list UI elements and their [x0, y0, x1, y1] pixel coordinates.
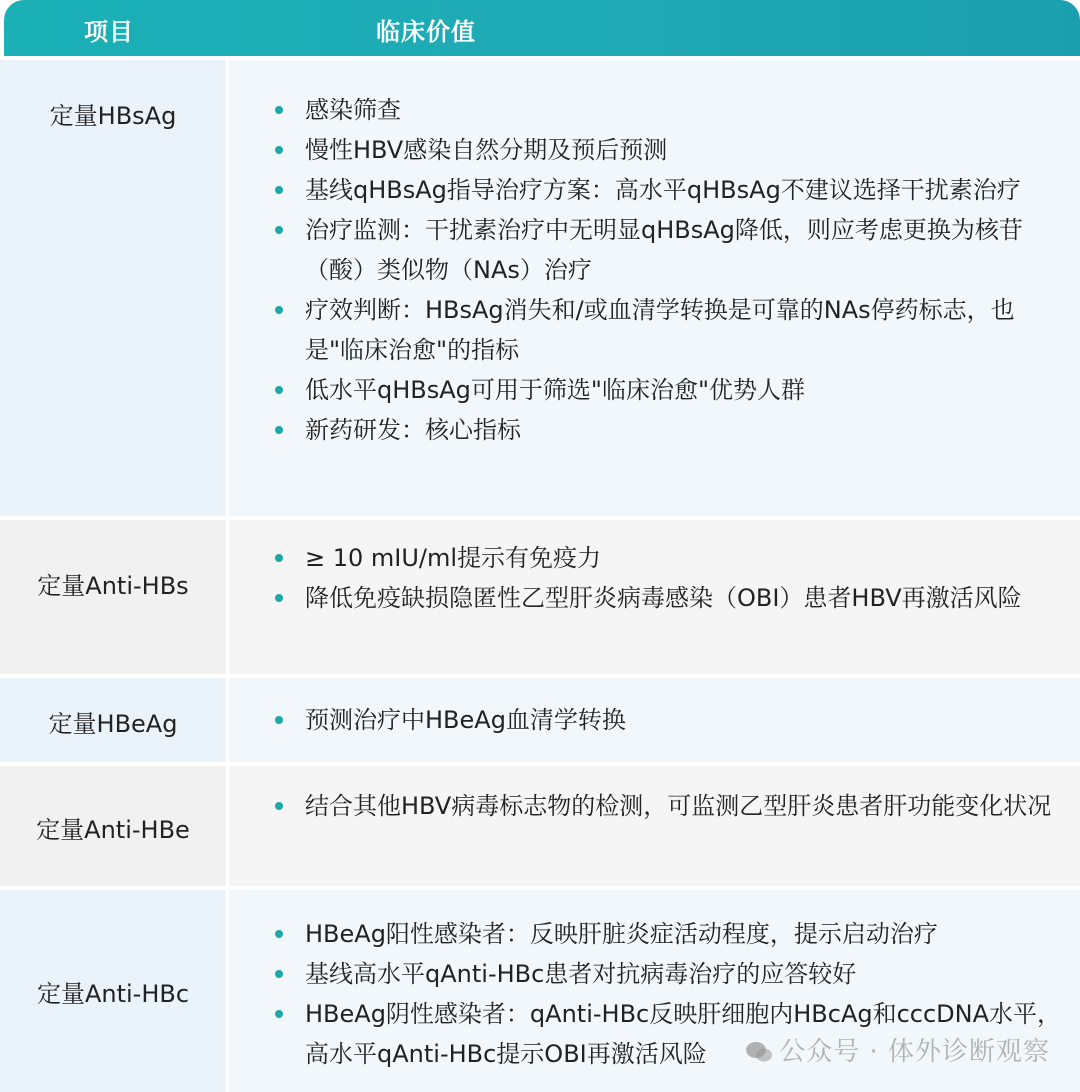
- table-header: [4, 0, 1080, 56]
- list-item: 新药研发：核心指标: [275, 410, 1066, 450]
- list-item: 疗效判断：HBsAg消失和/或血清学转换是可靠的NAs停药标志，也是"临床治愈"的指标: [275, 290, 1066, 370]
- row-name: 定量Anti-HBe: [36, 816, 190, 844]
- watermark: [745, 1031, 1050, 1068]
- row-name: 定量HBeAg: [48, 710, 178, 738]
- row-bullets: [275, 538, 1066, 618]
- table-row: [0, 520, 1080, 674]
- table-row: [0, 766, 1080, 886]
- list-item: 低水平qHBsAg可用于筛选"临床治愈"优势人群: [275, 370, 1066, 410]
- row-bullets: [275, 786, 1066, 826]
- list-item: 降低免疫缺损隐匿性乙型肝炎病毒感染（OBI）患者HBV再激活风险: [275, 578, 1066, 618]
- list-item: ≥ 10 mIU/ml提示有免疫力: [275, 538, 1066, 578]
- list-item: 基线qHBsAg指导治疗方案：高水平qHBsAg不建议选择干扰素治疗: [275, 170, 1066, 210]
- list-item: 治疗监测：干扰素治疗中无明显qHBsAg降低，则应考虑更换为核苷（酸）类似物（NAs）治疗: [275, 210, 1066, 290]
- list-item: 结合其他HBV病毒标志物的检测，可监测乙型肝炎患者肝功能变化状况: [275, 786, 1066, 826]
- header-item: 项目: [84, 18, 134, 46]
- table-row: [0, 678, 1080, 762]
- watermark-text: 公众号 · 体外诊断观察: [779, 1037, 1050, 1067]
- row-bullets: [275, 700, 1066, 740]
- row-name: 定量Anti-HBs: [37, 572, 189, 600]
- list-item: HBeAg阳性感染者：反映肝脏炎症活动程度，提示启动治疗: [275, 914, 1066, 954]
- wechat-icon: [745, 1041, 773, 1063]
- row-name: 定量Anti-HBc: [36, 980, 190, 1008]
- header-value: 临床价值: [376, 18, 476, 46]
- list-item: 感染筛查: [275, 90, 1066, 130]
- list-item: 慢性HBV感染自然分期及预后预测: [275, 130, 1066, 170]
- list-item: 基线高水平qAnti-HBc患者对抗病毒治疗的应答较好: [275, 954, 1066, 994]
- list-item: 预测治疗中HBeAg血清学转换: [275, 700, 1066, 740]
- list-item: HBeAg阴性感染者：qAnti-HBc反映肝细胞内HBcAg和cccDNA水平，高水平qAnti-HBc提示OBI再激活风险: [275, 994, 1066, 1074]
- row-name: 定量HBsAg: [49, 102, 177, 130]
- row-bullets: [275, 90, 1066, 450]
- table-row: [0, 60, 1080, 516]
